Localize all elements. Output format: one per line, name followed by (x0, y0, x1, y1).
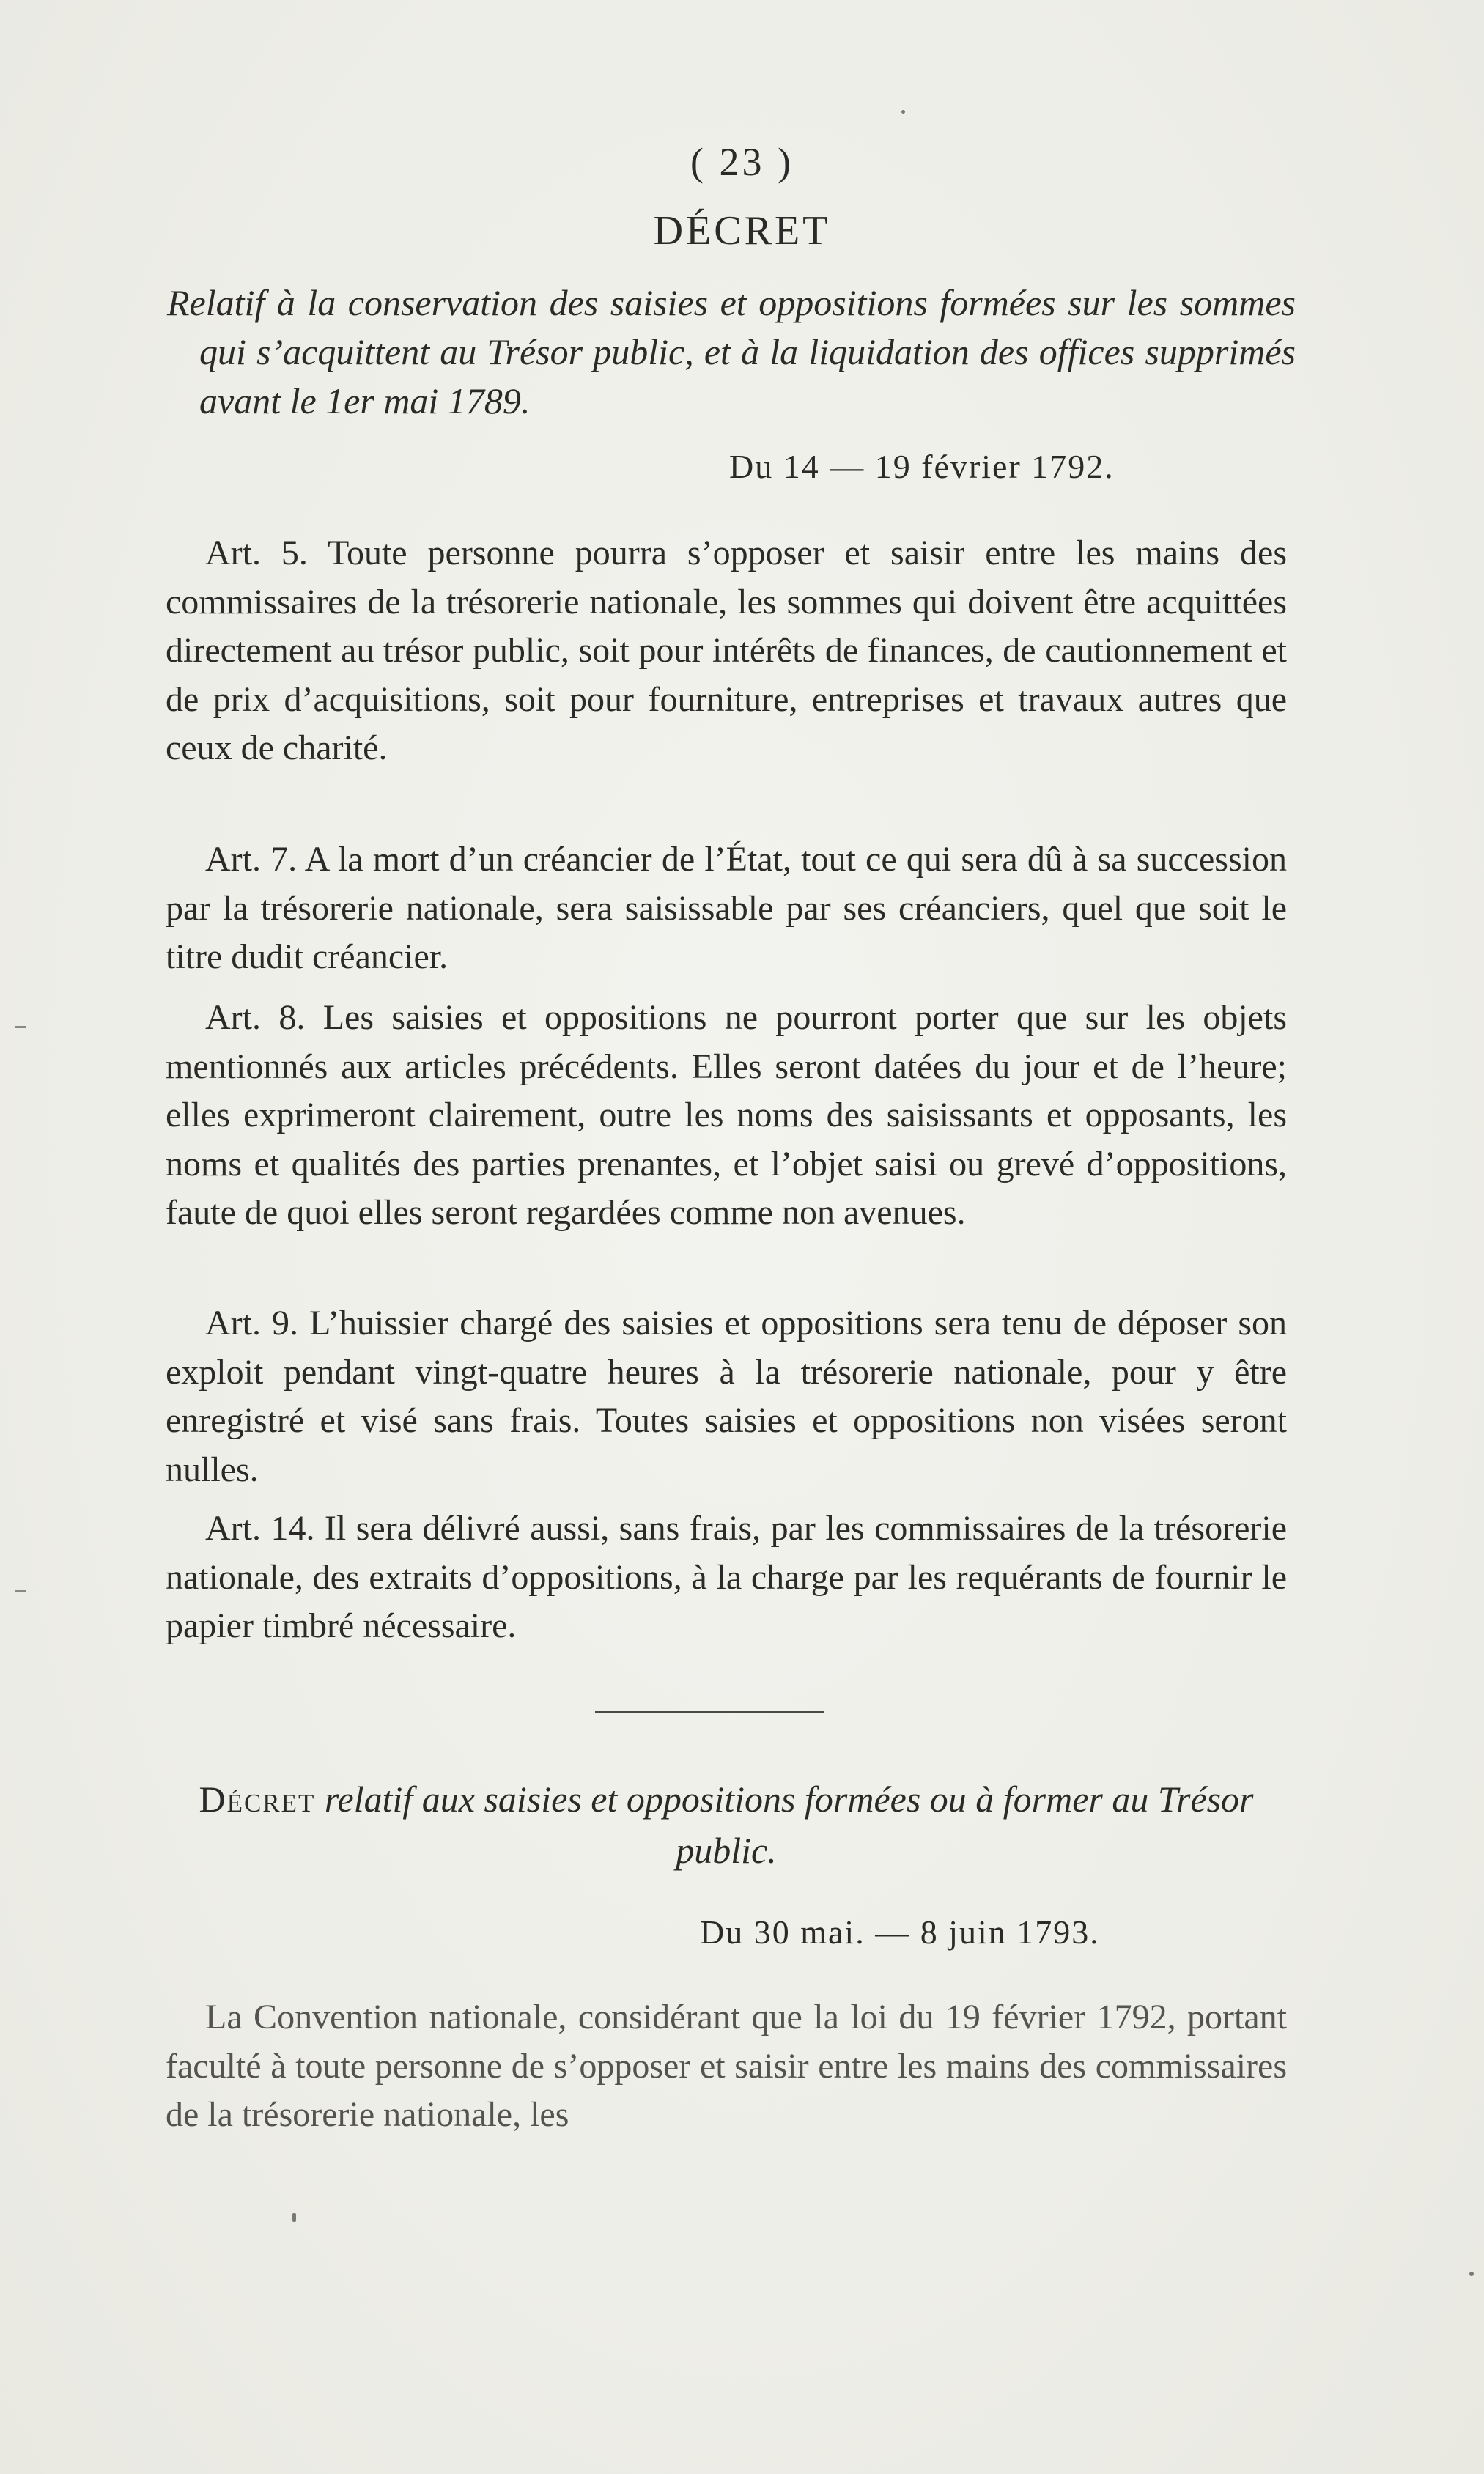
decree-subtitle: Relatif à la conservation des saisies et oppositions formées sur les sommes qui s’acquittent au Trésor public, et à la liquidation des offices supprimés avant le 1er mai 1789. (167, 282, 1296, 421)
article-14: Art. 14. Il sera délivré aussi, sans frais, par les commissaires de la trésorerie nationale, des extraits d’oppositions, à la charge par les requérants de fournir le papier timbré nécessaire. (166, 1509, 1287, 1645)
paper-speck (292, 2213, 296, 2222)
second-decree-date: Du 30 mai. — 8 juin 1793. (700, 1913, 1100, 1951)
paper-speck (901, 110, 905, 114)
second-decree-title: relatif aux saisies et oppositions formées ou à former au Trésor public. (324, 1779, 1254, 1871)
decree-date: Du 14 — 19 février 1792. (729, 448, 1115, 485)
paper-speck (15, 1590, 26, 1592)
paper-speck (15, 1026, 26, 1028)
second-decree-heading (166, 1773, 1287, 1876)
second-decree-preamble: La Convention nationale, considérant que la loi du 19 février 1792, portant faculté à toute personne de s’opposer et saisir entre les mains des commissaires de la trésorerie nationale, les (166, 1998, 1287, 2134)
page-number: ( 23 ) (690, 140, 794, 184)
paper-speck (1469, 2272, 1474, 2276)
article-5: Art. 5. Toute personne pourra s’opposer et saisir entre les mains des commissaires de la trésorerie nationale, les sommes qui doivent être acquittées directement au trésor public, soit pour intérêts de finances, de cautionnement et de prix d’acquisitions, soit pour fourniture, entreprises et travaux autres que ceux de charité. (166, 533, 1287, 767)
article-9: Art. 9. L’huissier chargé des saisies et oppositions sera tenu de déposer son exploit pendant vingt-quatre heures à la trésorerie nationale, pour y être enregistré et visé sans frais. Toutes saisies et oppositions non visées seront nulles. (166, 1304, 1287, 1489)
article-7: Art. 7. A la mort d’un créancier de l’État, tout ce qui sera dû à sa succession par la trésorerie nationale, sera saisissable par ses créanciers, quel que soit le titre dudit créancier. (166, 840, 1287, 976)
article-8: Art. 8. Les saisies et oppositions ne pourront porter que sur les objets mentionnés aux articles précédents. Elles seront datées du jour et de l’heure; elles exprimeront clairement, outre les noms des saisissants et opposants, les noms et qualités des parties prenantes, et l’objet saisi ou grevé d’oppositions, faute de quoi elles seront regardées comme non avenues. (166, 998, 1287, 1232)
decree-title: DÉCRET (653, 208, 831, 254)
second-decree-label: Décret (199, 1779, 316, 1820)
section-divider (595, 1711, 824, 1713)
